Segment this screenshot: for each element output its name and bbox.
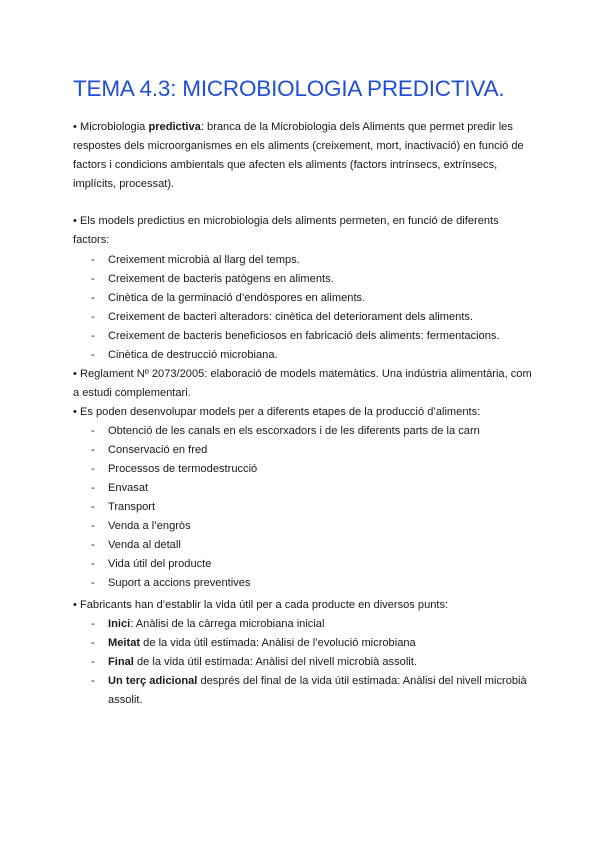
dash-mark: - bbox=[91, 349, 95, 361]
list-item bbox=[91, 653, 531, 672]
stages-text: Es poden desenvolupar models per a diferents etapes de la producció d’aliments: bbox=[79, 406, 481, 418]
list-item-text: Creixement de bacteris patògens en aliments. bbox=[108, 273, 334, 285]
paragraph-shelf-life bbox=[73, 596, 533, 615]
list-item-term: Meitat bbox=[108, 637, 141, 649]
list-item bbox=[91, 615, 531, 634]
list-item-term: Final bbox=[108, 656, 134, 668]
dash-mark: - bbox=[91, 330, 95, 342]
list-item-text: Cinètica de la germinació d’endòspores en aliments. bbox=[108, 292, 366, 304]
list-item-text: després del final de la vida útil estimada: Anàlisi del nivell microbià assolit. bbox=[108, 675, 527, 706]
dash-mark: - bbox=[91, 311, 95, 323]
dash-mark: - bbox=[91, 539, 95, 551]
list-item bbox=[91, 498, 531, 517]
dash-mark: - bbox=[91, 618, 95, 630]
list-item bbox=[91, 536, 531, 555]
dash-mark: - bbox=[91, 482, 95, 494]
list-item-term: Inici bbox=[108, 618, 131, 630]
list-item bbox=[91, 327, 531, 346]
dash-mark: - bbox=[91, 425, 95, 437]
dash-mark: - bbox=[91, 292, 95, 304]
list-item-text: Cinètica de destrucció microbiana. bbox=[108, 349, 278, 361]
list-item bbox=[91, 574, 531, 593]
list-item-text: Venda a l’engròs bbox=[108, 520, 191, 532]
bullet-mark: • bbox=[73, 406, 77, 418]
list-item-text: Processos de termodestrucció bbox=[108, 463, 258, 475]
list-item bbox=[91, 289, 531, 308]
stages-list bbox=[91, 422, 531, 593]
definition-pre: Microbiologia bbox=[79, 121, 149, 133]
page-title: TEMA 4.3: MICROBIOLOGIA PREDICTIVA. bbox=[73, 76, 505, 101]
list-item-text: Obtenció de les canals en els escorxadors i de les diferents parts de la carn bbox=[108, 425, 480, 437]
dash-mark: - bbox=[91, 463, 95, 475]
list-item bbox=[91, 517, 531, 536]
list-item-text: Vida útil del producte bbox=[108, 558, 212, 570]
dash-mark: - bbox=[91, 501, 95, 513]
bullet-mark: • bbox=[73, 368, 77, 380]
list-item bbox=[91, 270, 531, 289]
bullet-mark: • bbox=[73, 599, 77, 611]
list-item-text: de la vida útil estimada: Anàlisi del nivell microbià assolit. bbox=[133, 656, 417, 668]
dash-mark: - bbox=[91, 444, 95, 456]
paragraph-regulation bbox=[73, 365, 533, 403]
list-item bbox=[91, 422, 531, 441]
list-item bbox=[91, 479, 531, 498]
dash-mark: - bbox=[91, 558, 95, 570]
dash-mark: - bbox=[91, 273, 95, 285]
paragraph-models bbox=[73, 212, 533, 250]
bullet-mark: • bbox=[73, 121, 77, 133]
dash-mark: - bbox=[91, 577, 95, 589]
dash-mark: - bbox=[91, 675, 95, 687]
list-item-text: Creixement microbià al llarg del temps. bbox=[108, 254, 300, 266]
paragraph-stages bbox=[73, 403, 533, 422]
bullet-mark: • bbox=[73, 215, 77, 227]
list-item bbox=[91, 441, 531, 460]
list-item bbox=[91, 555, 531, 574]
list-item-text: Venda al detall bbox=[108, 539, 181, 551]
list-item-text: : Anàlisi de la càrrega microbiana inicial bbox=[130, 618, 325, 630]
list-item-text: Creixement de bacteri alteradors: cinètica del deteriorament dels aliments. bbox=[108, 311, 474, 323]
list-item bbox=[91, 460, 531, 479]
regulation-text: Reglament Nº 2073/2005: elaboració de models matemàtics. Una indústria alimentària, com a estudi complementari. bbox=[73, 368, 532, 399]
models-list bbox=[91, 251, 531, 365]
list-item-text: de la vida útil estimada: Anàlisi de l’evolució microbiana bbox=[140, 637, 416, 649]
definition-term: predictiva bbox=[148, 121, 201, 133]
list-item-text: Suport a accions preventives bbox=[108, 577, 251, 589]
list-item bbox=[91, 308, 531, 327]
models-text: Els models predictius en microbiologia dels aliments permeten, en funció de diferents factors: bbox=[73, 215, 499, 246]
shelf-life-text: Fabricants han d’establir la vida útil per a cada producte en diversos punts: bbox=[79, 599, 449, 611]
list-item-text: Envasat bbox=[108, 482, 149, 494]
dash-mark: - bbox=[91, 520, 95, 532]
list-item bbox=[91, 346, 531, 365]
list-item-text: Creixement de bacteris beneficiosos en fabricació dels aliments: fermentacions. bbox=[108, 330, 500, 342]
dash-mark: - bbox=[91, 254, 95, 266]
list-item bbox=[91, 251, 531, 270]
list-item-text: Conservació en fred bbox=[108, 444, 208, 456]
list-item bbox=[91, 634, 531, 653]
dash-mark: - bbox=[91, 637, 95, 649]
paragraph-definition bbox=[73, 118, 533, 194]
list-item bbox=[91, 672, 531, 710]
shelf-life-list bbox=[91, 615, 531, 710]
list-item-term: Un terç adicional bbox=[108, 675, 198, 687]
list-item-text: Transport bbox=[108, 501, 156, 513]
dash-mark: - bbox=[91, 656, 95, 668]
definition-text: : branca de la Microbiologia dels Aliments que permet predir les respostes dels microorganismes en els aliments (creixement, mort, inactivació) en funció de factors i condicions ambientals que afecten els aliments (factors intrínsecs, extrínsecs, implícits, processat). bbox=[73, 121, 524, 190]
